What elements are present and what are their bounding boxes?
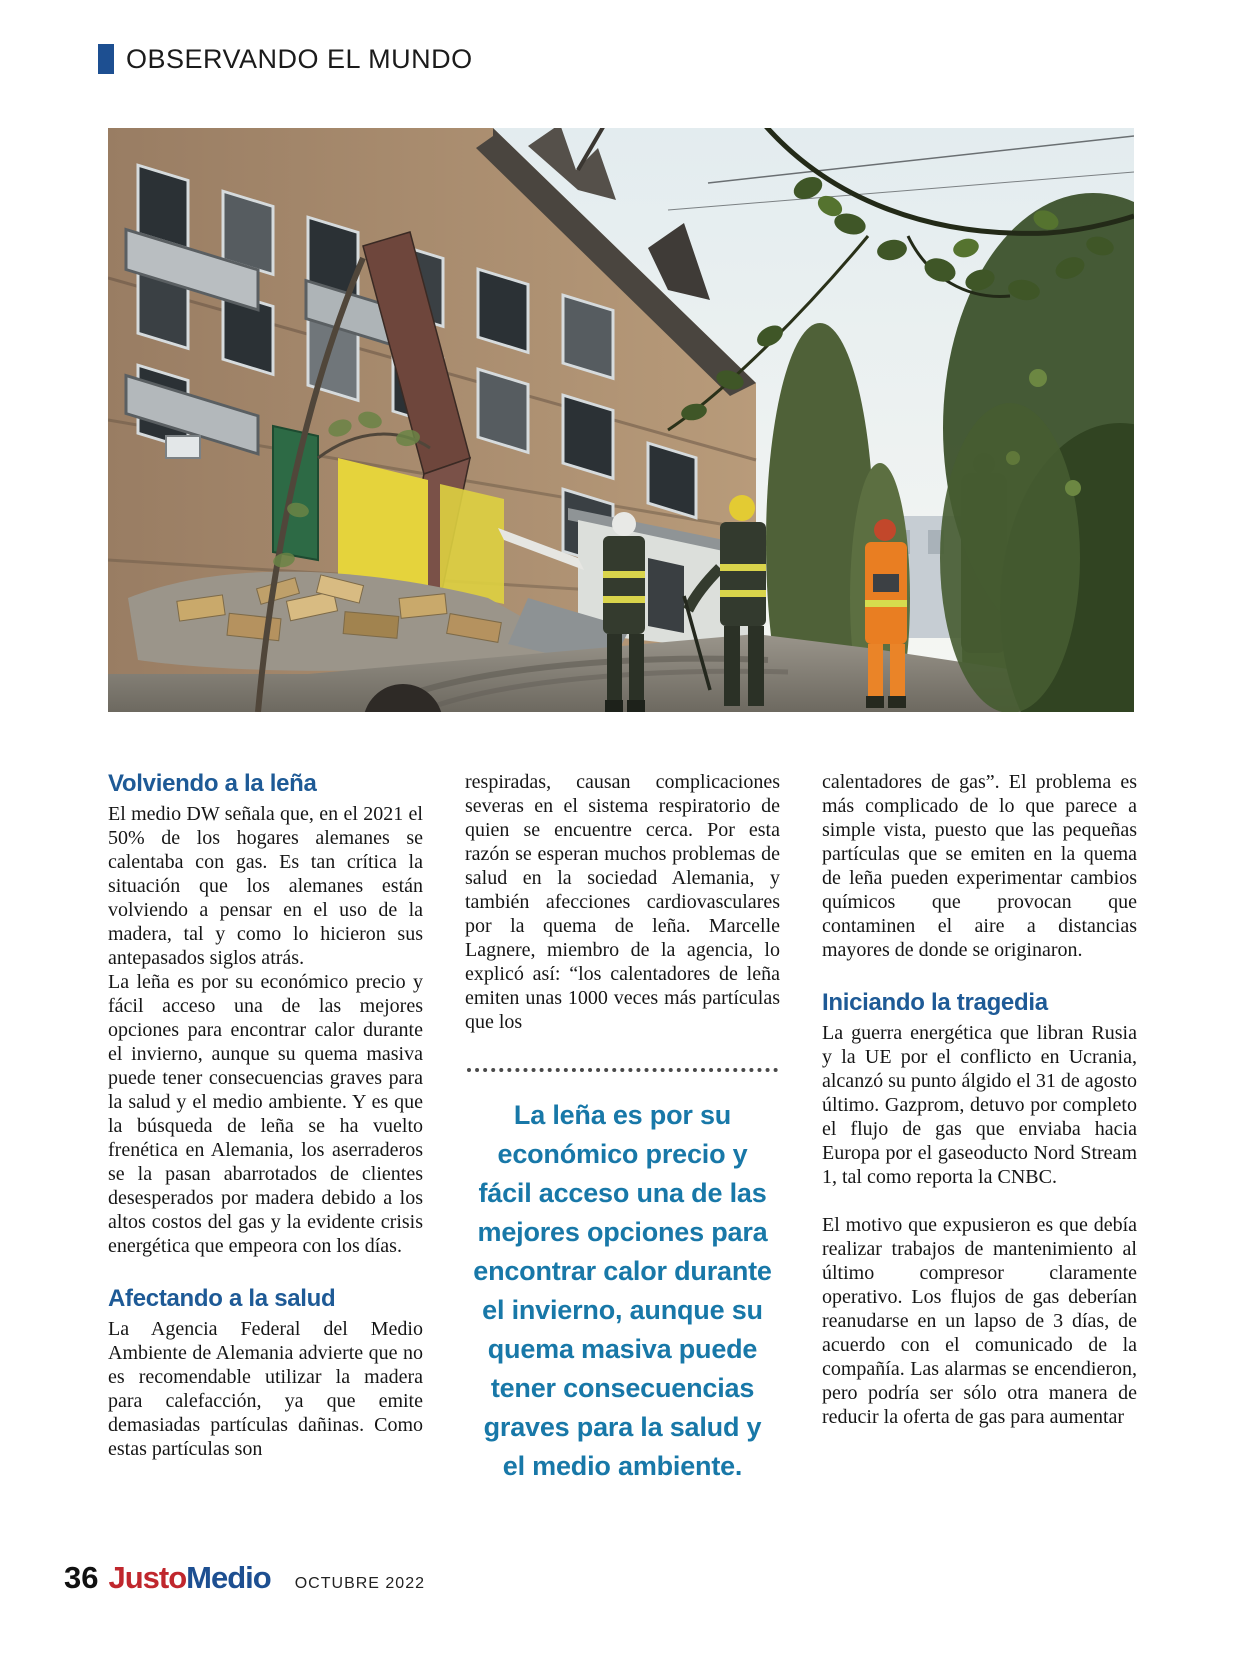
paragraph: La guerra energética que libran Rusia y la UE por el conflicto en Ucrania, alcanzó su punto álgido el 31 de agosto último. Gazprom, detuvo por completo el flujo de gas que enviaba hacia Europa por el gaseoducto Nord Stream 1, tal como reporta la CNBC. — [822, 1022, 1137, 1188]
page-footer — [64, 1560, 425, 1596]
subheading-afectando-a-la-salud: Afectando a la salud — [108, 1285, 336, 1312]
subheading-iniciando-la-tragedia: Iniciando la tragedia — [822, 989, 1048, 1016]
section-marker-icon — [98, 44, 114, 74]
dotted-divider — [467, 1068, 778, 1072]
page-number: 36 — [64, 1560, 99, 1595]
issue-date: OCTUBRE 2022 — [294, 1575, 425, 1592]
pull-quote: La leña es por su económico precio y fácil acceso una de las mejores opciones para encontrar calor durante el invierno, aunque su quema masiva puede tener consecuencias graves para la salud y el medio ambiente. — [473, 1100, 772, 1481]
section-header — [98, 44, 473, 74]
paragraph: El medio DW señala que, en el 2021 el 50% de los hogares alemanes se calentaba con gas. Es tan crítica la situación que los alemanes están volviendo a pensar en el uso de la madera, tal y como lo hicieron sus antepasados siglos atrás. — [108, 803, 423, 969]
subheading-volviendo-a-la-lena: Volviendo a la leña — [108, 770, 317, 797]
paragraph: calentadores de gas”. El problema es más complicado de lo que parece a simple vista, puesto que las pequeñas partículas que se emiten en la quema de leña pueden experimentar cambios químicos que provocan que contaminen el aire a distancias mayores de donde se originaron. — [822, 771, 1137, 961]
section-title: OBSERVANDO EL MUNDO — [126, 44, 473, 74]
paragraph: La leña es por su económico precio y fácil acceso una de las mejores opciones para encontrar calor durante el invierno, aunque su quema masiva puede tener consecuencias graves para la salud y el medio ambiente. Y es que la búsqueda de leña se ha vuelto frenética en Alemania, los aserraderos se la pasan abarrotados de clientes desesperados por madera debido a los altos costos del gas y la evidente crisis energética que empeora con los días. — [108, 971, 423, 1257]
article-body — [108, 770, 1137, 1486]
column-1 — [108, 770, 423, 1486]
paragraph: La Agencia Federal del Medio Ambiente de Alemania advierte que no es recomendable utilizar la madera para calefacción, ya que emite demasiadas partículas dañinas. Como estas partículas son — [108, 1318, 423, 1460]
magazine-logo — [108, 1560, 270, 1596]
column-3 — [822, 770, 1137, 1486]
logo-justo: Justo — [108, 1560, 187, 1595]
paragraph: respiradas, causan complicaciones severas en el sistema respiratorio de quien se encuentre cerca. Por esta razón se esperan muchos problemas de salud en la sociedad Alemania, y también afecciones cardiovasculares por la quema de leña. Marcelle Lagnere, miembro de la agencia, lo explicó así: “los calentadores de leña emiten unas 1000 veces más partículas que los — [465, 771, 780, 1033]
logo-medio: Medio — [186, 1560, 271, 1595]
article-photo — [108, 128, 1134, 712]
column-2 — [465, 770, 780, 1486]
photo-illustration — [108, 128, 1134, 712]
paragraph: El motivo que expusieron es que debía realizar trabajos de mantenimiento al último compresor claramente operativo. Los flujos de gas deberían reanudarse en un lapso de 3 días, de acuerdo con el comunicado de la compañía. Las alarmas se encendieron, pero podría ser sólo otra manera de reducir la oferta de gas para aumentar — [822, 1214, 1137, 1428]
